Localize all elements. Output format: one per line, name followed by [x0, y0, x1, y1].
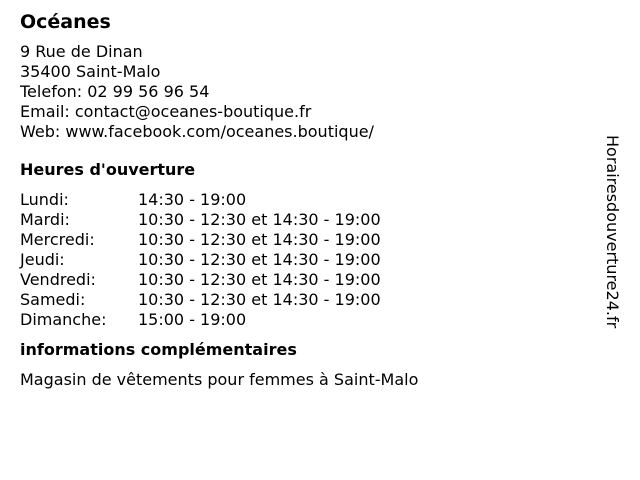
hours-row-saturday [20, 290, 600, 310]
shop-card [20, 10, 600, 390]
day-time: 10:30 - 12:30 et 14:30 - 19:00 [138, 290, 381, 309]
day-name: Dimanche: [20, 310, 107, 329]
phone-line: Telefon: 02 99 56 96 54 [20, 82, 210, 101]
hours-row-thursday [20, 250, 600, 270]
day-time: 10:30 - 12:30 et 14:30 - 19:00 [138, 210, 381, 229]
day-name: Mardi: [20, 210, 70, 229]
shop-name: Océanes [20, 11, 111, 33]
site-watermark: Horairesdouverture24.fr [603, 135, 622, 329]
hours-row-tuesday [20, 210, 600, 230]
day-name: Jeudi: [20, 250, 65, 269]
street-address: 9 Rue de Dinan [20, 42, 143, 61]
hours-row-sunday [20, 310, 600, 330]
day-time: 10:30 - 12:30 et 14:30 - 19:00 [138, 270, 381, 289]
hours-row-friday [20, 270, 600, 290]
web-line: Web: www.facebook.com/oceanes.boutique/ [20, 122, 374, 141]
hours-row-monday [20, 190, 600, 210]
info-title: informations complémentaires [20, 340, 297, 359]
email-line: Email: contact@oceanes-boutique.fr [20, 102, 312, 121]
day-time: 14:30 - 19:00 [138, 190, 247, 209]
day-time: 15:00 - 19:00 [138, 310, 247, 329]
hours-table [20, 190, 600, 330]
hours-row-wednesday [20, 230, 600, 250]
city-address: 35400 Saint-Malo [20, 62, 161, 81]
day-name: Samedi: [20, 290, 86, 309]
day-name: Mercredi: [20, 230, 95, 249]
day-time: 10:30 - 12:30 et 14:30 - 19:00 [138, 230, 381, 249]
info-text: Magasin de vêtements pour femmes à Saint-Malo [20, 370, 419, 389]
day-name: Lundi: [20, 190, 69, 209]
day-name: Vendredi: [20, 270, 96, 289]
hours-title: Heures d'ouverture [20, 160, 196, 179]
day-time: 10:30 - 12:30 et 14:30 - 19:00 [138, 250, 381, 269]
